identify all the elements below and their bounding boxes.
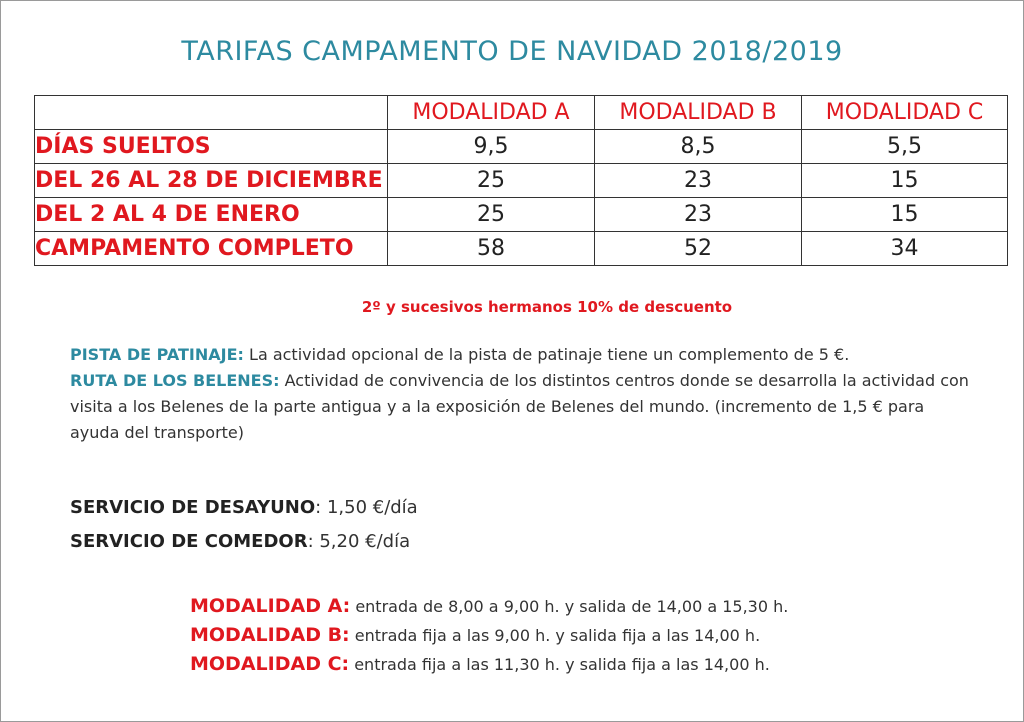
page-title: TARIFAS CAMPAMENTO DE NAVIDAD 2018/2019 (181, 36, 843, 67)
service-breakfast (70, 491, 418, 525)
modality-a (190, 592, 788, 621)
activity-label: PISTA DE PATINAJE: (70, 345, 244, 364)
table-corner-cell (35, 96, 388, 130)
table-cell: 23 (595, 198, 802, 232)
table-cell: 58 (388, 232, 595, 266)
modality-label: MODALIDAD A: (190, 595, 351, 617)
modalities-section (190, 592, 788, 679)
table-cell: 15 (802, 198, 1008, 232)
table-cell: 23 (595, 164, 802, 198)
modality-schedule: entrada de 8,00 a 9,00 h. y salida de 14,00 a 15,30 h. (350, 597, 789, 616)
activity-label: RUTA DE LOS BELENES: (70, 371, 280, 390)
service-lunch (70, 525, 418, 559)
column-header: MODALIDAD C (802, 96, 1008, 130)
table-row (35, 164, 1008, 198)
column-header: MODALIDAD B (595, 96, 802, 130)
table-cell: 5,5 (802, 130, 1008, 164)
modality-schedule: entrada fija a las 9,00 h. y salida fija a las 14,00 h. (349, 626, 761, 645)
table-cell: 52 (595, 232, 802, 266)
table-cell: 25 (388, 164, 595, 198)
table-cell: 15 (802, 164, 1008, 198)
modality-label: MODALIDAD B: (190, 624, 350, 646)
service-price: : 1,50 €/día (315, 497, 418, 518)
activities-section (70, 342, 970, 446)
service-label: SERVICIO DE COMEDOR (70, 531, 308, 552)
table-row (35, 232, 1008, 266)
table-header-row (35, 96, 1008, 130)
table-cell: 25 (388, 198, 595, 232)
activity-text: Actividad de convivencia de los distintos centros donde se desarrolla la actividad con visita a los Belenes de la parte antigua y a la exposición de Belenes del mundo. (incremento de 1,5 € para ayuda del transporte) (70, 371, 969, 442)
row-label: DÍAS SUELTOS (35, 130, 388, 164)
service-label: SERVICIO DE DESAYUNO (70, 497, 316, 518)
column-header: MODALIDAD A (388, 96, 595, 130)
activity-skating (70, 342, 970, 368)
service-price: : 5,20 €/día (307, 531, 411, 552)
table-cell: 9,5 (388, 130, 595, 164)
row-label: CAMPAMENTO COMPLETO (35, 232, 388, 266)
table-row (35, 130, 1008, 164)
row-label: DEL 26 AL 28 DE DICIEMBRE (35, 164, 388, 198)
table-cell: 34 (802, 232, 1008, 266)
modality-c (190, 650, 788, 679)
modality-b (190, 621, 788, 650)
services-section (70, 491, 418, 559)
row-label: DEL 2 AL 4 DE ENERO (35, 198, 388, 232)
rates-table (34, 95, 1008, 266)
table-row (35, 198, 1008, 232)
modality-schedule: entrada fija a las 11,30 h. y salida fija a las 14,00 h. (349, 655, 770, 674)
activity-text: La actividad opcional de la pista de patinaje tiene un complemento de 5 €. (243, 345, 850, 364)
sibling-discount-note: 2º y sucesivos hermanos 10% de descuento (361, 298, 733, 316)
activity-nativity-route (70, 368, 970, 446)
table-cell: 8,5 (595, 130, 802, 164)
modality-label: MODALIDAD C: (190, 653, 350, 675)
